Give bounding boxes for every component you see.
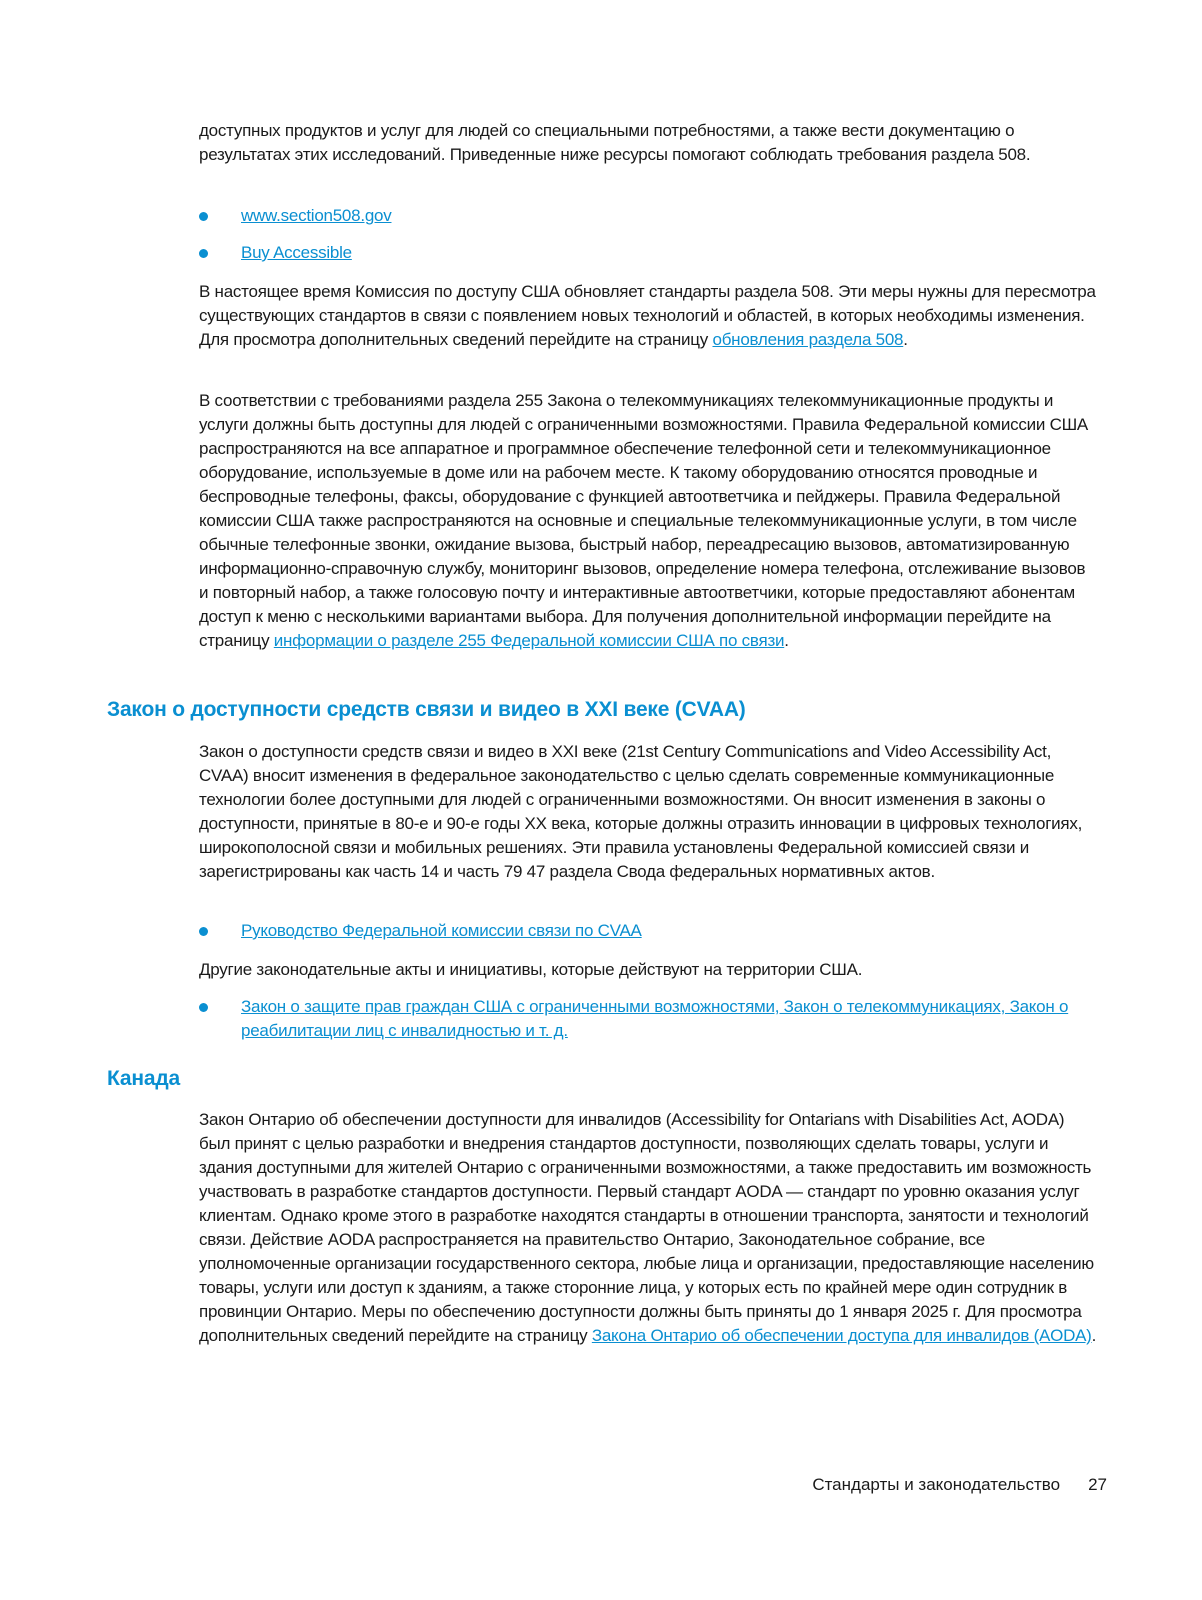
paragraph-end: . bbox=[903, 330, 908, 349]
intro-paragraph: доступных продуктов и услуг для людей со специальными потребностями, а также вести документацию о результатах этих исследований. Приведенные ниже ресурсы помогают соблюдать требования раздела 508. bbox=[199, 121, 1031, 164]
resource-links bbox=[199, 204, 1099, 265]
other-laws-block bbox=[199, 958, 1099, 982]
aoda-link[interactable]: Закона Онтарио об обеспечении доступа для инвалидов (AODA) bbox=[591, 1326, 1092, 1345]
cvaa-paragraph: Закон о доступности средств связи и видео в XXI веке (21st Century Communications and Video Accessibility Act, CVAA) вносит изменения в федеральное законодательство с целью сделать современные коммуникационные технологии более доступными для людей с ограниченными возможностями. Он вносит изменения в законы о доступности, принятые в 80-е и 90-е годы XX века, которые должны отразить инновации в цифровых технологиях, широкополосной связи и мобильных решениях. Эти правила установлены Федеральной комиссией связи и зарегистрированы как часть 14 и часть 79 47 раздела Свода федеральных нормативных актов. bbox=[199, 742, 1083, 881]
cvaa-links bbox=[199, 919, 1099, 943]
section255-paragraph bbox=[199, 389, 1099, 653]
list-item bbox=[199, 241, 1099, 265]
section508-link[interactable]: www.section508.gov bbox=[241, 206, 392, 225]
section508-update-link[interactable]: обновления раздела 508 bbox=[712, 330, 904, 349]
paragraph-text: Закон Онтарио об обеспечении доступности для инвалидов (Accessibility for Ontarians with Disabilities Act, AODA) был принят с целью разработки и внедрения стандартов доступности, позволяющих сделать товары, услуги и здания доступными для жителей Онтарио с ограниченными возможностями, а также предоставить им возможность участвовать в разработке стандартов доступности. Первый стандарт AODA — стандарт по уровню оказания услуг клиентам. Однако кроме этого в разработке находятся стандарты в отношении транспорта, занятости и технологий связи. Действие AODA распространяется на правительство Онтарио, Законодательное собрание, все уполномоченные организации государственного сектора, любые лица и организации, предоставляющие населению товары, услуги или доступ к зданиям, а также сторонние лица, у которых есть по крайней мере один сотрудник в провинции Онтарио. Меры по обеспечению доступности должны быть приняты до 1 января 2025 г. Для просмотра дополнительных сведений перейдите на страницу bbox=[199, 1110, 1094, 1345]
paragraph-end: . bbox=[1091, 1326, 1097, 1345]
intro-block bbox=[199, 119, 1099, 167]
list-item bbox=[199, 995, 1099, 1043]
bullet-icon bbox=[199, 249, 208, 258]
paragraph-end: . bbox=[784, 631, 789, 650]
cvaa-heading: Закон о доступности средств связи и видео в XXI веке (CVAA) bbox=[107, 698, 746, 721]
footer-section-title: Стандарты и законодательство bbox=[812, 1475, 1061, 1494]
fcc-cvaa-guide-link[interactable]: Руководство Федеральной комиссии связи по CVAA bbox=[241, 921, 642, 940]
section508-update-block bbox=[199, 280, 1099, 352]
buy-accessible-link[interactable]: Buy Accessible bbox=[241, 243, 352, 262]
us-laws-link[interactable]: Закон о защите прав граждан США с ограниченными возможностями, Закон о телекоммуникациях, Закон о реабилитации лиц с инвалидностью и т. д. bbox=[241, 997, 1069, 1040]
canada-paragraph bbox=[199, 1108, 1099, 1348]
page-number: 27 bbox=[1088, 1475, 1107, 1494]
section255-block bbox=[199, 389, 1099, 653]
paragraph-text: В настоящее время Комиссия по доступу США обновляет стандарты раздела 508. Эти меры нужны для пересмотра существующих стандартов в связи с появлением новых технологий и областей, в которых необходимы изменения. Для просмотра дополнительных сведений перейдите на страницу bbox=[199, 282, 1096, 349]
canada-block bbox=[199, 1108, 1099, 1348]
section508-update-paragraph bbox=[199, 280, 1099, 352]
other-laws-links bbox=[199, 995, 1099, 1043]
paragraph-text: В соответствии с требованиями раздела 255 Закона о телекоммуникациях телекоммуникационные продукты и услуги должны быть доступны для людей с ограниченными возможностями. Правила Федеральной комиссии США распространяются на все аппаратное и программное обеспечение телефонной сети и телекоммуникационное оборудование, используемые в доме или на рабочем месте. К такому оборудованию относятся проводные и беспроводные телефоны, факсы, оборудование с функцией автоответчика и пейджеры. Правила Федеральной комиссии США также распространяются на основные и специальные телекоммуникационные услуги, в том числе обычные телефонные звонки, ожидание вызова, быстрый набор, переадресацию вызовов, автоматизированную информационно-справочную службу, мониторинг вызовов, определение номера телефона, отслеживание вызовов и повторный набор, а также голосовую почту и интерактивные автоответчики, которые предоставляют абонентам доступ к меню с несколькими вариантами выбора. Для получения дополнительной информации перейдите на страницу bbox=[199, 391, 1089, 650]
page-footer bbox=[812, 1473, 1107, 1497]
list-item bbox=[199, 919, 1099, 943]
section255-link[interactable]: информации о разделе 255 Федеральной комиссии США по связи bbox=[273, 631, 785, 650]
canada-heading: Канада bbox=[107, 1067, 180, 1090]
bullet-icon bbox=[199, 212, 208, 221]
bullet-icon bbox=[199, 1003, 208, 1012]
list-item bbox=[199, 204, 1099, 228]
bullet-icon bbox=[199, 927, 208, 936]
other-laws-paragraph: Другие законодательные акты и инициативы, которые действуют на территории США. bbox=[199, 960, 863, 979]
cvaa-block bbox=[199, 740, 1099, 884]
